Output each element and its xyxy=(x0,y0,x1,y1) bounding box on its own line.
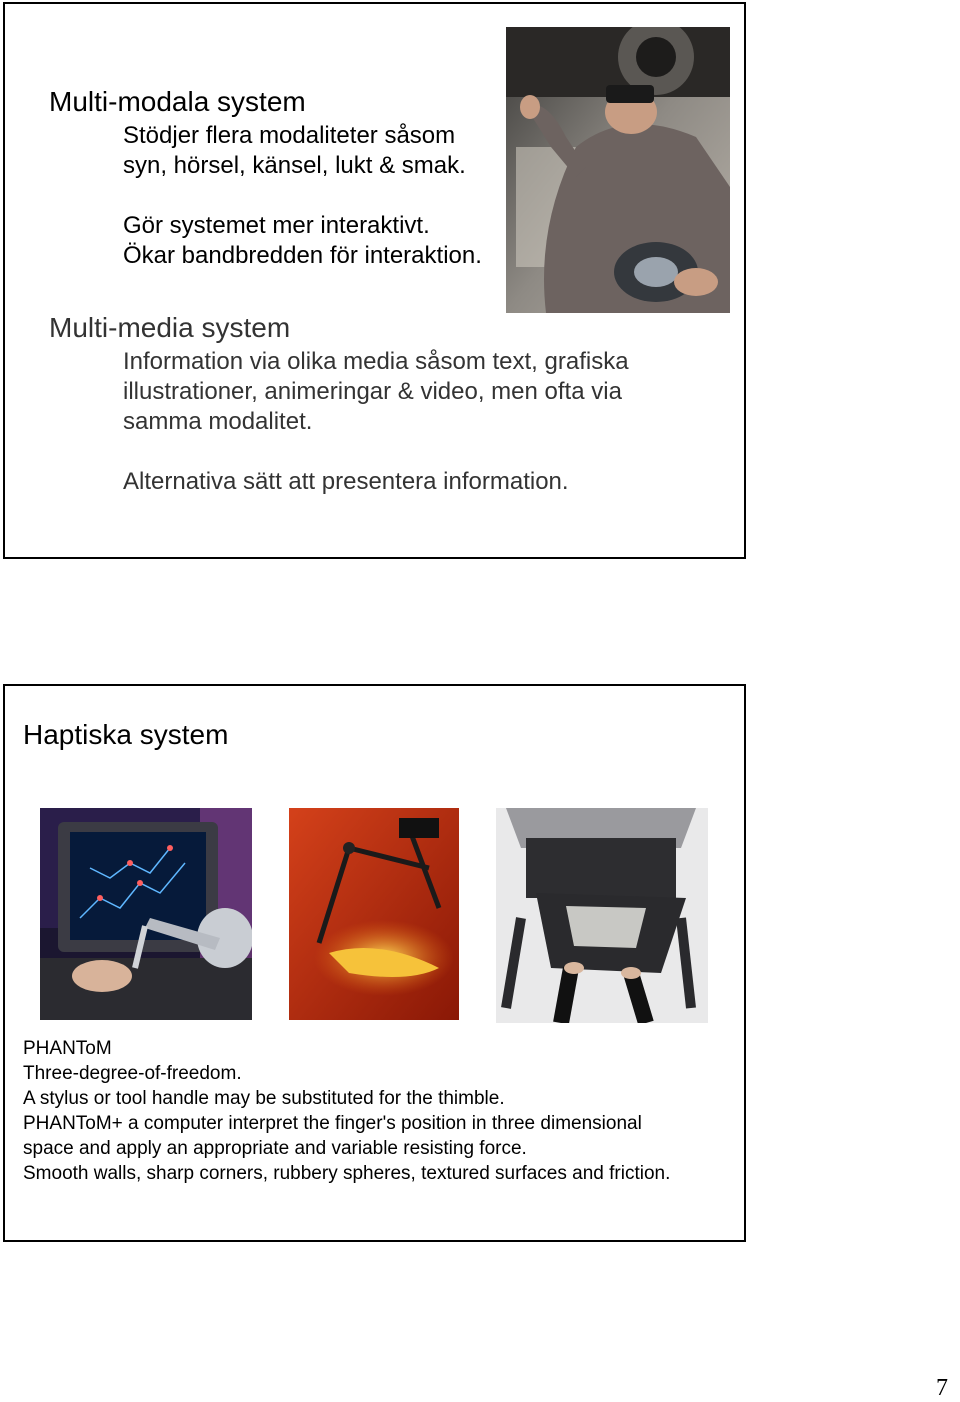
body-line: PHANToM+ a computer interpret the finger's position in three dimensional xyxy=(23,1113,642,1134)
heading-haptic: Haptiska system xyxy=(23,719,229,750)
heading-multimodal: Multi-modala system xyxy=(49,86,306,117)
slide-multimodal xyxy=(3,2,746,559)
multimedia-note: Alternativa sätt att presentera information. xyxy=(123,468,569,495)
multimedia-line: illustrationer, animeringar & video, men ofta via xyxy=(123,378,622,405)
multimodal-benefit: Gör systemet mer interaktivt. xyxy=(123,212,430,239)
multimedia-line: Information via olika media såsom text, grafiska xyxy=(123,348,629,375)
body-line: Smooth walls, sharp corners, rubbery spheres, textured surfaces and friction. xyxy=(23,1163,671,1184)
vr-headset-photo xyxy=(506,27,730,313)
page-number: 7 xyxy=(936,1375,948,1401)
multimedia-line: samma modalitet. xyxy=(123,408,313,435)
phantom-computer-photo xyxy=(40,808,252,1020)
body-line: Three-degree-of-freedom. xyxy=(23,1063,242,1084)
multimodal-line: syn, hörsel, känsel, lukt & smak. xyxy=(123,152,466,179)
haptic-workbench-photo xyxy=(496,808,708,1023)
body-line: space and apply an appropriate and variable resisting force. xyxy=(23,1138,527,1159)
body-line: PHANToM xyxy=(23,1038,112,1059)
slide-haptic xyxy=(3,684,746,1242)
body-line: A stylus or tool handle may be substituted for the thimble. xyxy=(23,1088,505,1109)
heading-multimedia: Multi-media system xyxy=(49,312,291,343)
multimodal-benefit: Ökar bandbredden för interaktion. xyxy=(123,242,482,269)
phantom-finger-photo xyxy=(289,808,459,1020)
multimodal-line: Stödjer flera modaliteter såsom xyxy=(123,122,456,149)
